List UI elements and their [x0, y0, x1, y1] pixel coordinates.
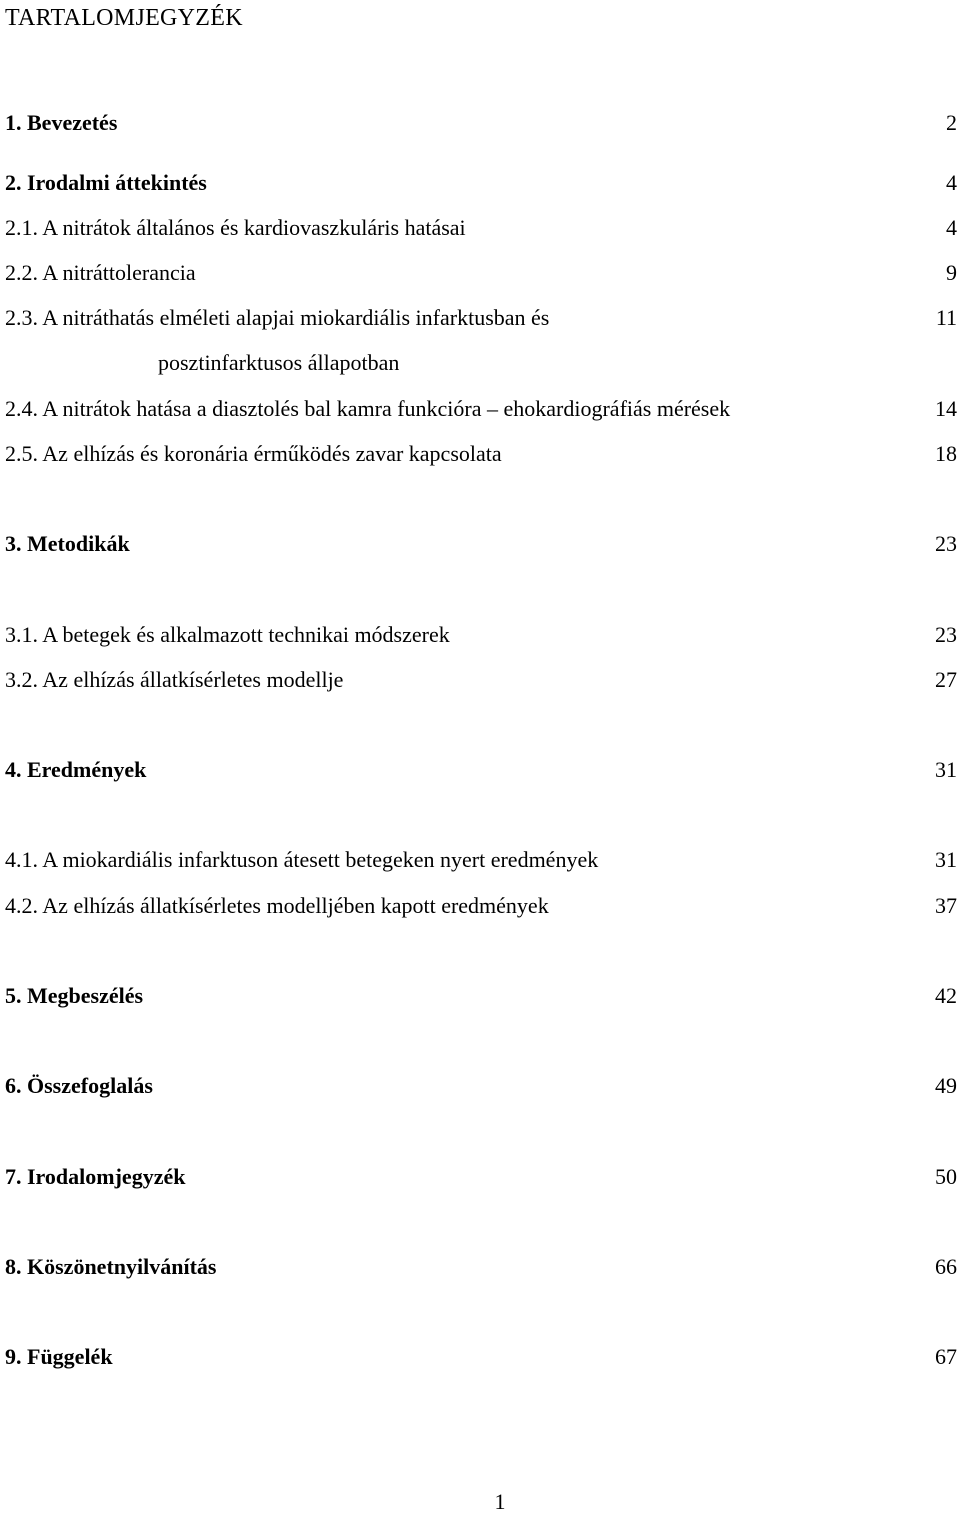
toc-entry-2-1 [5, 213, 957, 243]
toc-entry-text: 2.1. A nitrátok általános és kardiovaszkuláris hatásai [5, 215, 466, 240]
toc-entry-4-2 [5, 891, 957, 921]
toc-entry-irodalomjegyzek [5, 1162, 957, 1192]
toc-entry-page: 2 [946, 110, 957, 135]
toc-entry-page: 37 [935, 893, 957, 918]
toc-title: TARTALOMJEGYZÉK [5, 5, 243, 31]
toc-entry-text: 6. Összefoglalás [5, 1073, 153, 1098]
toc-entry-4-1 [5, 845, 957, 875]
toc-entry-text: 3.2. Az elhízás állatkísérletes modellje [5, 667, 344, 692]
toc-entry-page: 49 [935, 1073, 957, 1098]
toc-entry-page: 31 [935, 757, 957, 782]
toc-entry-text: 2.2. A nitráttolerancia [5, 260, 196, 285]
toc-entry-page: 50 [935, 1164, 957, 1189]
toc-entry-koszonetnyilvanitas [5, 1252, 957, 1282]
toc-entry-text: 2. Irodalmi áttekintés [5, 170, 207, 195]
toc-entry-text: 2.4. A nitrátok hatása a diasztolés bal kamra funkcióra – ehokardiográfiás mérések [5, 396, 731, 421]
toc-entry-page: 23 [935, 531, 957, 556]
toc-entry-page: 18 [935, 441, 957, 466]
toc-entry-page: 4 [946, 170, 957, 195]
toc-entry-3-1 [5, 620, 957, 650]
page-number: 1 [494, 1489, 506, 1514]
toc-entry-osszefoglalas [5, 1071, 957, 1101]
toc-entry-page: 31 [935, 847, 957, 872]
toc-entry-2-3 [5, 303, 957, 333]
toc-entry-bevezetes [5, 108, 957, 138]
toc-entry-text: 1. Bevezetés [5, 110, 118, 135]
toc-entry-page: 4 [946, 215, 957, 240]
toc-entry-2-3-continuation: posztinfarktusos állapotban [158, 350, 400, 375]
toc-entry-3-2 [5, 665, 957, 695]
toc-entry-page: 9 [946, 260, 957, 285]
toc-entry-page: 42 [935, 983, 957, 1008]
toc-entry-text: 8. Köszönetnyilvánítás [5, 1254, 217, 1279]
toc-entry-page: 27 [935, 667, 957, 692]
toc-entry-2-2 [5, 258, 957, 288]
toc-entry-text: 9. Függelék [5, 1344, 113, 1369]
toc-entry-page: 66 [935, 1254, 957, 1279]
toc-entry-eredmenyek [5, 755, 957, 785]
toc-entry-text: 4.2. Az elhízás állatkísérletes modelljében kapott eredmények [5, 893, 549, 918]
toc-entry-page: 11 [935, 305, 957, 330]
toc-entry-text: 5. Megbeszélés [5, 983, 144, 1008]
toc-entry-page: 23 [935, 622, 957, 647]
toc-entry-megbeszeles [5, 981, 957, 1011]
toc-entry-text: 2.5. Az elhízás és koronária érműködés zavar kapcsolata [5, 441, 502, 466]
toc-entry-text: 3. Metodikák [5, 531, 130, 556]
toc-entry-metodikak [5, 529, 957, 559]
toc-entry-text: 4.1. A miokardiális infarktuson átesett betegeken nyert eredmények [5, 847, 599, 872]
toc-entry-text: 4. Eredmények [5, 757, 147, 782]
toc-entry-2-5 [5, 439, 957, 469]
toc-entry-text: 3.1. A betegek és alkalmazott technikai módszerek [5, 622, 450, 647]
toc-entry-page: 14 [935, 396, 957, 421]
toc-entry-2-4 [5, 394, 957, 424]
toc-entry-text: 7. Irodalomjegyzék [5, 1164, 186, 1189]
toc-entry-page: 67 [935, 1344, 957, 1369]
toc-entry-fuggelek [5, 1342, 957, 1372]
toc-entry-text: 2.3. A nitráthatás elméleti alapjai miokardiális infarktusban és [5, 305, 550, 330]
toc-entry-irodalmi-attekintes [5, 168, 957, 198]
